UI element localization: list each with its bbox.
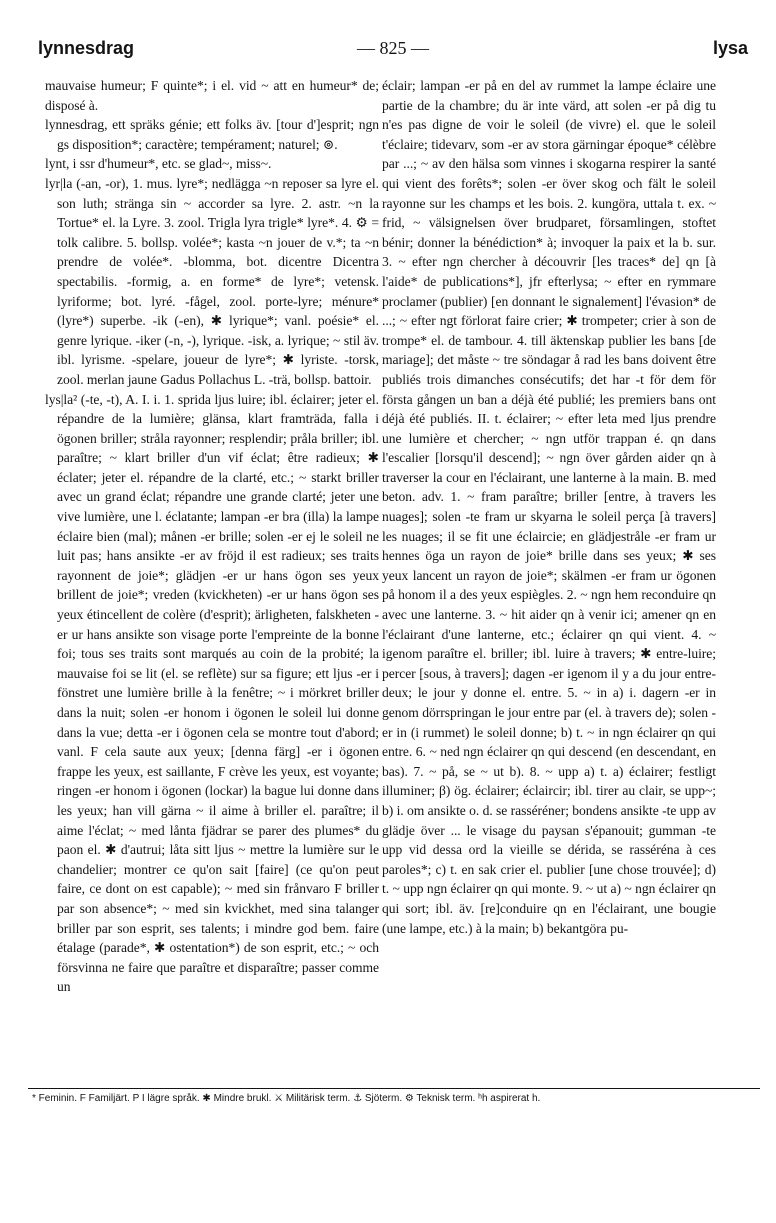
entry-lynnesdrag: lynnesdrag, ett spräks génie; ett folks äv. [tour d']esprit; ngn gs disposition*; caractère; tempérament; naturel; ⊚. [45, 117, 379, 152]
entry-lynt: lynt, i ssr d'humeur*, etc. se glad~, miss~. [45, 156, 272, 172]
right-column [382, 76, 716, 1076]
footnote-separator [0, 1088, 776, 1089]
entry-continuation: mauvaise humeur; F quinte*; i el. vid ~ att en humeur* de; disposé à. [45, 78, 379, 113]
left-column [45, 76, 379, 1076]
entry-lyra: lyr|la (-an, -or), 1. mus. lyre*; nedlägga ~n reposer sa lyre el. son luth; stränga sin ~ accorder sa lyre. 2. astr. ~n la Tortue* el. la Lyre. 3. zool. Trigla lyra trigle* lyre*. 4. ⚙ = tolk calibre. 5. bollsp. volée*; kasta ~n jouer de v.*; ta ~n prendre de volée*. -blomma, bot. dicentre Dicentra spectabilis. -formig, a. en forme* de lyre*; vetensk. lyriforme; bot. lyré. -fågel, zool. porte-lyre; ménure* (lyre*) superbe. -ik (-en), ✱ lyrique*; vanl. poésie* el. genre lyrique. -iker (-n, -), lyrique. -isk, a. lyrique; ~ stil äv. ibl. lyrisme. -spelare, joueur de lyre*; ✱ lyriste. -torsk, zool. merlan jaune Gadus Pollachus L. -trä, bollsp. battoir. [45, 175, 379, 387]
left-guide-word: lynnesdrag [38, 38, 135, 58]
right-guide-word: lysa [712, 38, 748, 58]
page-number: — 825 — [357, 38, 429, 58]
footnote-legend: * Feminin. F Familjärt. P I lägre språk. ✱ Mindre brukl. ⚔ Militärisk term. ⚓ Sjöterm. ⚙ Teknisk term. ʰh aspirerat h. [32, 1093, 541, 1104]
entry-lysa-continued: éclair; lampan -er på en del av rummet la lampe éclaire une partie de la chambre; du är inte värd, att solen -er på dig tu n'es pas digne de voir le soleil (de vivre) el. que le soleil t'éclaire; tidevarv, som -er av stora gärningar époque* célèbre par ...; ~ av den hälsa som vinnes i skogarna respirer la santé qui vient des forêts*; solen -er över skog och fält le soleil rayonne sur les champs et les bois. 2. kungöra, uttala t. ex. ~ frid, ~ välsignelsen över brudparet, församlingen, stoftet bénir; donner la bénédiction* à; invoquer la paix et la b. sur. 3. ~ efter ngn chercher à découvrir [les traces* de] qn [à l'aide* de publications*], jfr efterlysa; ~ efter en rymmare proclamer (publier) [en donnant le signalement] l'évasion* de ...; ~ efter ngt förlorat faire crier; ✱ trompeter; crier à son de trompe* el. de tambour. 4. till äktenskap publier les bans [de mariage]; det måste ~ tre söndagar å rad les bans doivent être publiés trois dimanches consécutifs; det har -t för dem för första gången un ban a déjà été publié; les premiers bans ont déjà été publiés. II. t. éclairer; ~ efter leta med ljus prendre une lumière et chercher; ~ ngn utför trappan é. qn dans l'escalier [lorsqu'il descend]; ~ ngn över gården aider qn à traverser la cour en l'éclairant, une lanterne à la main. B. med beton. adv. 1. ~ fram paraître; briller [entre, à travers les nuages]; solen -te fram ur skyarna le soleil perça [à travers] les nuages; il se fit une éclaircie; en glädjestråle -er fram ur hennes öga un rayon de joie* brille dans ses yeux; ✱ ses yeux lancent un rayon de joie*; skälmen -er fram ur ögonen på honom il a des yeux espiègles. 2. ~ ngn hem reconduire qn avec une lanterne. 3. ~ hit aider qn à venir ici; amener qn en l'éclairant d'une lanterne, etc.; éclairer qn qui vient. 4. ~ igenom paraître el. briller; ibl. luire à travers; ✱ entre-luire; percer [sous, à travers]; dagen -er igenom il y a du jour entre-deux; le jour y donne el. entre. 5. ~ in a) i. dagern -er in genom dörrspringan le jour entre par (el. à travers de); solen -er in (i rummet) le soleil donne; b) t. ~ in ngn éclairer qn qui entre. 6. ~ ned ngn éclairer qn qui descend (en descendant, en bas). 7. ~ på, se ~ ut b). 8. ~ upp a) t. a) éclairer; festligt illuminer; β) ög. éclairer; éclaircir; ibl. tirer au clair, se upp~; b) i. om ansikte o. d. se rasséréner; bondens ansikte -te upp av glädje över ... le visage du paysan s'épanouit; gumman -te upp vid dessa ord la vieille se dérida, se rasséréna à ces paroles*; c) t. en sak crier el. publier [une chose trouvée]; d) t. ~ upp ngn éclairer qn qui monte. 9. ~ ut a) ~ ngn éclairer qn qui sort; ibl. äv. [re]conduire qn en l'éclairant, une bougie (une lampe, etc.) à la main; b) bekantgöra pu- [382, 78, 716, 936]
page-header [38, 38, 748, 64]
entry-lysa: lys|la² (-te, -t), A. I. i. 1. sprida ljus luire; ibl. éclairer; jeter el. répandre de la lumière; glänsa, klart framträda, falla i ögonen briller; stråla rayonner; resplendir; pråla briller; ibl. paraître; ~ klart briller d'un vif éclat; être radieux; ✱ éclater; jeter el. répandre de la clarté, etc.; ~ starkt briller avec un grand éclat; répandre une grande clarté; jeter une vive lumière, une l. éclatante; lampan -er bra (illa) la lampe éclaire bien (mal); månen -er brille; solen -er ej le soleil ne luit pas; hans ansikte -er av fröjd il est radieux; ses traits rayonnent de joie*; glädjen -er ur hans ögon ses yeux brillent de joie*; vreden (kvickheten) -er ur hans ögon ses yeux étincellent de colère (d'esprit); ärligheten, falskheten -er ur hans ansikte son visage porte l'empreinte de la bonne foi; tous ses traits sont marqués au coin de la probité; la mauvaise foi se lit (el. se reflète) sur sa figure; ett ljus -er i fönstret une lumière brille à la fenêtre; ~ i mörkret briller dans la nuit; solen -er honom i ögonen le soleil lui donne dans la vue; detta -er i ögonen cela se montre tout d'abord; vanl. F cela saute aux yeux; [denna färg] -er i ögonen frappe les yeux, est saillante, F crève les yeux, est voyante; ringen -er honom i ögonen (lockar) la bague lui donne dans les yeux; han vill gärna ~ il aime à briller el. paraître; il aime l'éclat; ~ med lånta fjädrar se parer des plumes* du paon el. ✱ d'autrui; låta sitt ljus ~ mettre la lumière sur le chandelier; montrer ce qu'on sait [faire] (ce qu'on peut faire, ce dont on est capable); ~ med sin frånvaro F briller par son absence*; ~ med sin kvickhet, med sina talanger briller par son esprit, ses talents; i mindre god bem. faire étalage (parade*, ✱ ostentation*) de son esprit, etc.; ~ och försvinna ne faire que paraître et disparaître; passer comme un [45, 391, 379, 995]
